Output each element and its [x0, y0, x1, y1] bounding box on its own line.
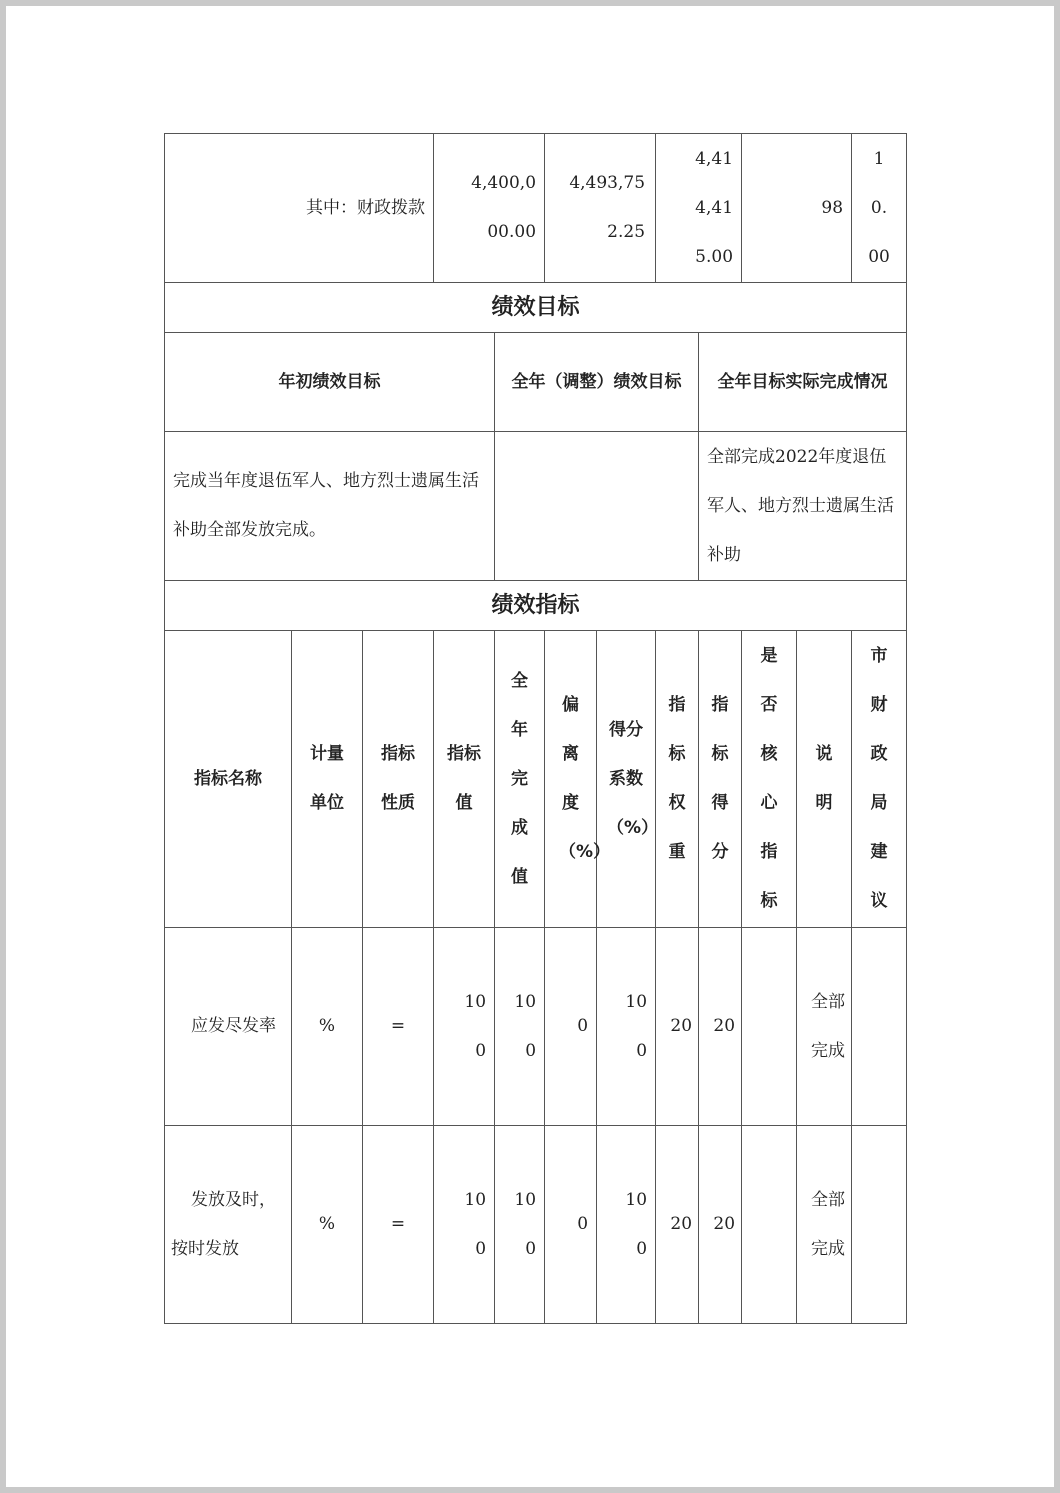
indicator-actual: 100 [495, 928, 545, 1126]
indicator-name: 发放及时，按时发放 [165, 1126, 292, 1324]
table-row [165, 1126, 907, 1324]
header-core-indicator: 是否核心指标 [742, 631, 797, 928]
header-nature: 指标性质 [363, 631, 434, 928]
header-weight: 指标权重 [656, 631, 699, 928]
header-adjusted-goal: 全年（调整）绩效目标 [495, 333, 699, 432]
indicator-name: 应发尽发率 [165, 928, 292, 1126]
funding-row [165, 134, 907, 283]
header-coefficient: 得分系数（%） [597, 631, 656, 928]
indicators-header-row [165, 631, 907, 928]
funding-weight: 10.00 [852, 134, 907, 283]
indicator-deviation: 0 [545, 1126, 597, 1324]
indicator-weight: 20 [656, 928, 699, 1126]
goals-content-row [165, 432, 907, 581]
indicators-section-title: 绩效指标 [165, 581, 907, 631]
indicator-core [742, 928, 797, 1126]
header-note: 说明 [797, 631, 852, 928]
header-actual-value: 全年完成值 [495, 631, 545, 928]
indicator-score: 20 [699, 1126, 742, 1324]
goals-title-row [165, 283, 907, 333]
budget-initial: 4,400,000.00 [434, 134, 545, 283]
indicator-unit: % [292, 1126, 363, 1324]
indicator-coefficient: 100 [597, 928, 656, 1126]
indicator-value: 100 [434, 928, 495, 1126]
indicator-score: 20 [699, 928, 742, 1126]
indicator-nature: = [363, 928, 434, 1126]
indicator-nature: = [363, 1126, 434, 1324]
indicator-advice [852, 1126, 907, 1324]
indicator-core [742, 1126, 797, 1324]
funding-label: 其中：财政拨款 [165, 134, 434, 283]
indicator-value: 100 [434, 1126, 495, 1324]
header-initial-goal: 年初绩效目标 [165, 333, 495, 432]
header-unit: 计量单位 [292, 631, 363, 928]
header-indicator-name: 指标名称 [165, 631, 292, 928]
indicators-title-row [165, 581, 907, 631]
header-deviation: 偏离度（%） [545, 631, 597, 928]
indicator-unit: % [292, 928, 363, 1126]
budget-actual: 4,414,415.00 [656, 134, 742, 283]
adjusted-goal-text [495, 432, 699, 581]
header-value: 指标值 [434, 631, 495, 928]
indicator-note: 全部完成 [797, 1126, 852, 1324]
header-advice: 市财政局建议 [852, 631, 907, 928]
indicator-coefficient: 100 [597, 1126, 656, 1324]
header-actual-completion: 全年目标实际完成情况 [699, 333, 907, 432]
document-page [6, 6, 1054, 1487]
indicator-note: 全部完成 [797, 928, 852, 1126]
execution-rate: 98 [742, 134, 852, 283]
table-row [165, 928, 907, 1126]
indicator-actual: 100 [495, 1126, 545, 1324]
indicator-deviation: 0 [545, 928, 597, 1126]
indicator-weight: 20 [656, 1126, 699, 1324]
performance-table [164, 133, 907, 1324]
initial-goal-text: 完成当年度退伍军人、地方烈士遗属生活补助全部发放完成。 [165, 432, 495, 581]
indicator-advice [852, 928, 907, 1126]
budget-adjusted: 4,493,752.25 [545, 134, 656, 283]
actual-completion-text: 全部完成2022年度退伍军人、地方烈士遗属生活补助 [699, 432, 907, 581]
goals-section-title: 绩效目标 [165, 283, 907, 333]
goals-header-row [165, 333, 907, 432]
header-score: 指标得分 [699, 631, 742, 928]
